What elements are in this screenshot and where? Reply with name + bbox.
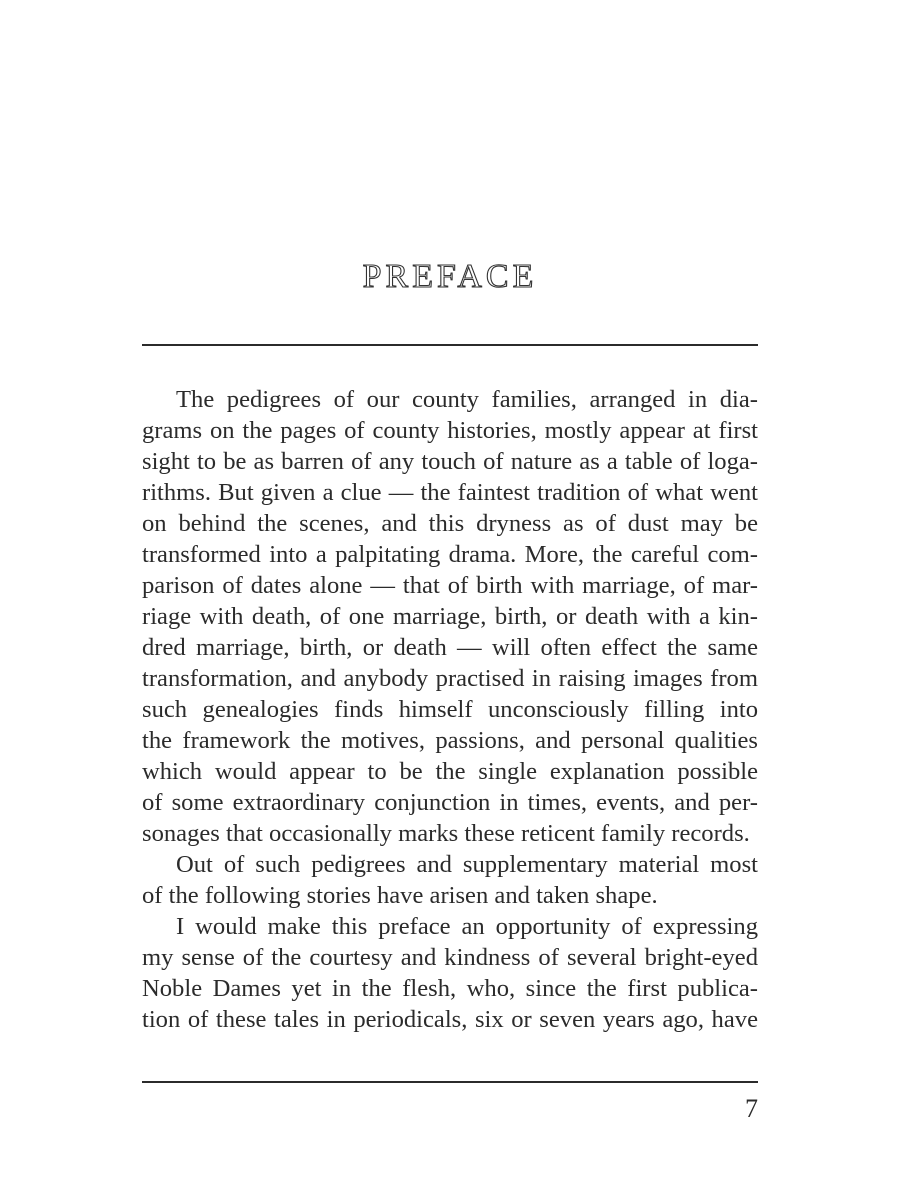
text-line: rithms. But given a clue — the faintest tradition of what went bbox=[142, 479, 758, 506]
text-line: tion of these tales in periodicals, six or seven years ago, have bbox=[142, 1006, 758, 1033]
text-line: parison of dates alone — that of birth with marriage, of mar- bbox=[142, 572, 758, 599]
bottom-divider bbox=[142, 1081, 758, 1083]
text-line: Noble Dames yet in the flesh, who, since the first publica- bbox=[142, 975, 758, 1002]
text-line: transformed into a palpitating drama. More, the careful com- bbox=[142, 541, 758, 568]
text-line: I would make this preface an opportunity of expressing bbox=[176, 913, 758, 940]
text-line: Out of such pedigrees and supplementary material most bbox=[176, 851, 758, 878]
text-line: on behind the scenes, and this dryness as of dust may be bbox=[142, 510, 758, 537]
text-line: grams on the pages of county histories, mostly appear at first bbox=[142, 417, 758, 444]
text-line: riage with death, of one marriage, birth, or death with a kin- bbox=[142, 603, 758, 630]
text-line: of the following stories have arisen and taken shape. bbox=[142, 882, 658, 909]
top-divider bbox=[142, 344, 758, 346]
text-line: transformation, and anybody practised in raising images from bbox=[142, 665, 758, 692]
page-title: PREFACE bbox=[362, 258, 538, 295]
text-line: of some extraordinary conjunction in times, events, and per- bbox=[142, 789, 758, 816]
text-line: sight to be as barren of any touch of nature as a table of loga- bbox=[142, 448, 758, 475]
page-number: 7 bbox=[745, 1094, 758, 1123]
preface-body bbox=[142, 384, 758, 1035]
text-line: The pedigrees of our county families, arranged in dia- bbox=[176, 386, 758, 413]
text-line: sonages that occasionally marks these reticent family records. bbox=[142, 820, 750, 847]
text-line: such genealogies finds himself unconsciously filling into bbox=[142, 696, 758, 723]
text-line: dred marriage, birth, or death — will often effect the same bbox=[142, 634, 758, 661]
text-line: which would appear to be the single explanation possible bbox=[142, 758, 758, 785]
text-line: the framework the motives, passions, and personal qualities bbox=[142, 727, 758, 754]
text-line: my sense of the courtesy and kindness of several bright-eyed bbox=[142, 944, 758, 971]
